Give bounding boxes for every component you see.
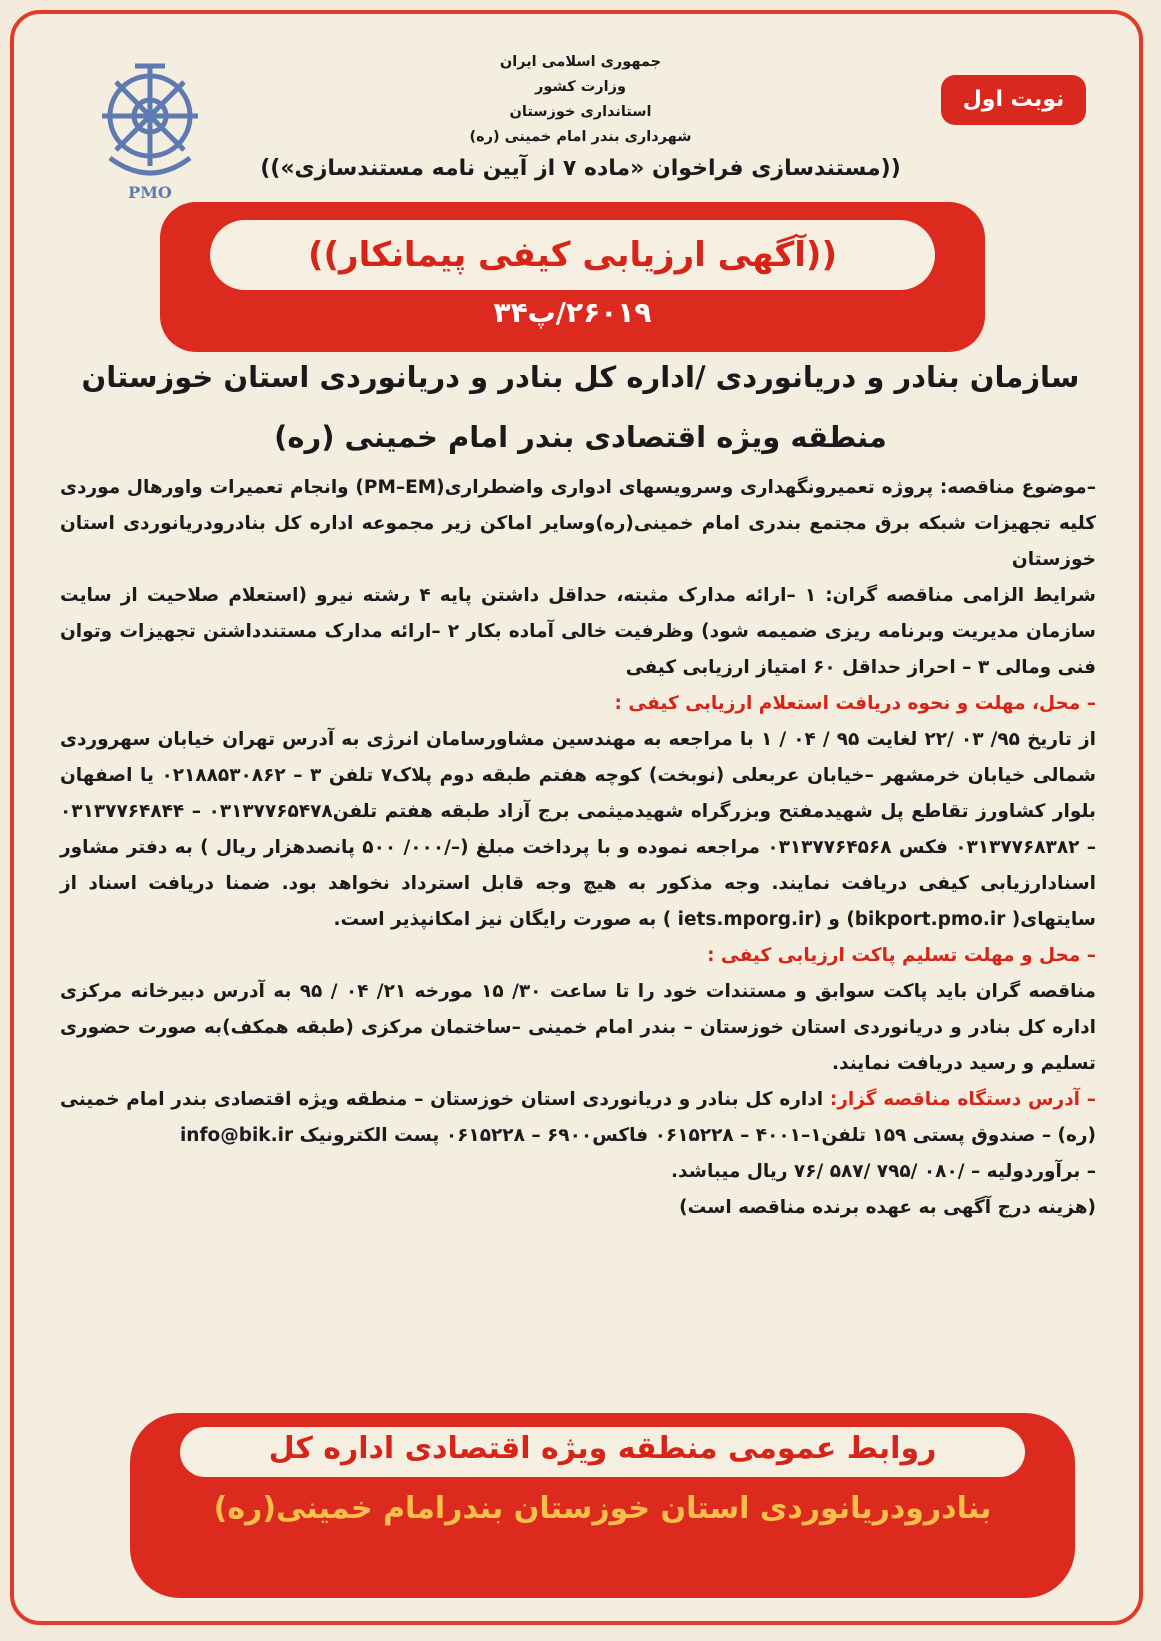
receive-paragraph: از تاریخ ۹۵/ ۰۳ /۲۲ لغایت ۹۵ / ۰۴ / ۱ با مراجعه به مهندسین مشاورسامان انرژی به آدرس تهران خیابان سهروردی شمالی خیابان خرمشهر –خیابان عربعلی (نوبخت) کوچه هفتم طبقه دوم پلاک۷ تلفن ۳ – ۰۲۱۸۸۵۳۰۸۶۲ یا اصفهان بلوار کشاورز تقاطع پل شهیدمفتح وبزرگراه شهیدمیثمی برج آزاد طبقه هفتم تلفن۰۳۱۳۷۷۶۵۴۷۸ – ۰۳۱۳۷۷۶۴۸۴۴ – ۰۳۱۳۷۷۶۸۳۸۲ فکس ۰۳۱۳۷۷۶۴۵۶۸ مراجعه نموده و با پرداخت مبلغ (–/۰۰۰/ ۵۰۰ پانصدهزار ریال ) به دفتر مشاور اسنادارزیابی کیفی دریافت نمایند. وجه مذکور به هیچ وجه قابل استرداد نخواهد بود. ضمنا دریافت اسناد از سایتهای( bikport.pmo.ir) و (iets.mporg.ir ) به صورت رایگان نیز امکانپذیر است. — [60, 729, 1097, 930]
issuer-line: وزارت کشور — [535, 79, 626, 95]
subject-paragraph: –موضوع مناقصه: پروژه تعمیرونگهداری وسرویسهای ادواری واضطراری(PM–EM) وانجام تعمیرات واورهال موردی کلیه تجهیزات شبکه برق مجتمع بندری امام خمینی(ره)وسایر اماکن زیر مجموعه اداره کل بنادرودریانوردی استان خوزستان — [60, 477, 1096, 570]
logo-text: PMO — [128, 183, 172, 202]
deliver-paragraph: مناقصه گران باید پاکت سوابق و مستندات خود را تا ساعت ۳۰/ ۱۵ مورخه ۲۱/ ۰۴ / ۹۵ به آدرس دبیرخانه مرکزی اداره کل بنادر و دریانوردی استان خوزستان – بندر امام خمینی –ساختمان مرکزی (طبقه همکف)به صورت حضوری تسلیم و رسید دریافت نمایند. — [60, 981, 1097, 1074]
deliver-heading: – محل و مهلت تسلیم پاکت ارزیابی کیفی : — [707, 945, 1096, 966]
issuer-line: شهرداری بندر امام خمینی (ره) — [469, 129, 692, 145]
requirements-paragraph: شرایط الزامی مناقصه گران: ۱ –ارائه مدارک مثبته، حداقل داشتن پایه ۴ رشته نیرو (استعلام صلاحیت از سایت سازمان مدیریت وبرنامه ریزی ضمیمه شود) وظرفیت خالی آماده بکار ۲ –ارائه مدارک مستندداشتن تجهیزات وتوان فنی ومالی ۳ – احراز حداقل ۶۰ امتیاز ارزیابی کیفی — [60, 585, 1097, 678]
round-badge: نوبت اول — [941, 75, 1086, 125]
receive-heading: – محل، مهلت و نحوه دریافت استعلام ارزیابی کیفی : — [614, 693, 1096, 714]
address-text: اداره کل بنادر و دریانوردی استان خوزستان – منطقه ویژه اقتصادی بندر امام خمینی (ره) – صندوق پستی ۱۵۹ تلفن۱–۴۰۰۱ – ۰۶۱۵۲۲۸ فاکس۶۹۰۰ – ۰۶۱۵۲۲۸ پست الکترونیک info@bik.ir — [60, 1089, 1096, 1146]
footer-line-1: روابط عمومی منطقه ویژه اقتصادی اداره کل — [268, 1431, 937, 1466]
footer-banner — [130, 1413, 1075, 1598]
issuer-block — [20, 50, 1141, 150]
address-heading: – آدرس دستگاه مناقصه گزار: — [829, 1089, 1096, 1110]
estimate-line: – برآوردولیه – /۰۸۰ /۷۹۵ /۵۸۷ /۷۶ ریال میباشد. — [671, 1161, 1096, 1182]
notice-body — [60, 470, 1096, 1226]
documentation-callout: ((مستندسازی فراخوان «ماده ۷ از آیین نامه مستندسازی»)) — [260, 156, 901, 181]
organization-title: سازمان بنادر و دریانوردی /اداره کل بنادر و دریانوردی استان خوزستان — [81, 360, 1080, 394]
footer-line-2: بنادرودریانوردی استان خوزستان بندرامام خمینی(ره) — [213, 1491, 992, 1526]
cost-note: (هزینه درج آگهی به عهده برنده مناقصه است) — [679, 1197, 1096, 1218]
organization-subtitle: منطقه ویژه اقتصادی بندر امام خمینی (ره) — [274, 420, 887, 454]
issuer-line: جمهوری اسلامی ایران — [499, 54, 662, 70]
address-paragraph — [60, 1082, 1096, 1154]
notice-title: ((آگهی ارزیابی کیفی پیمانکار)) — [210, 220, 935, 290]
title-banner — [160, 202, 985, 352]
notice-number: ۲۶۰۱۹/پ۳۴ — [493, 296, 652, 329]
issuer-line: استانداری خوزستان — [509, 104, 652, 120]
notice-page — [20, 20, 1141, 1621]
